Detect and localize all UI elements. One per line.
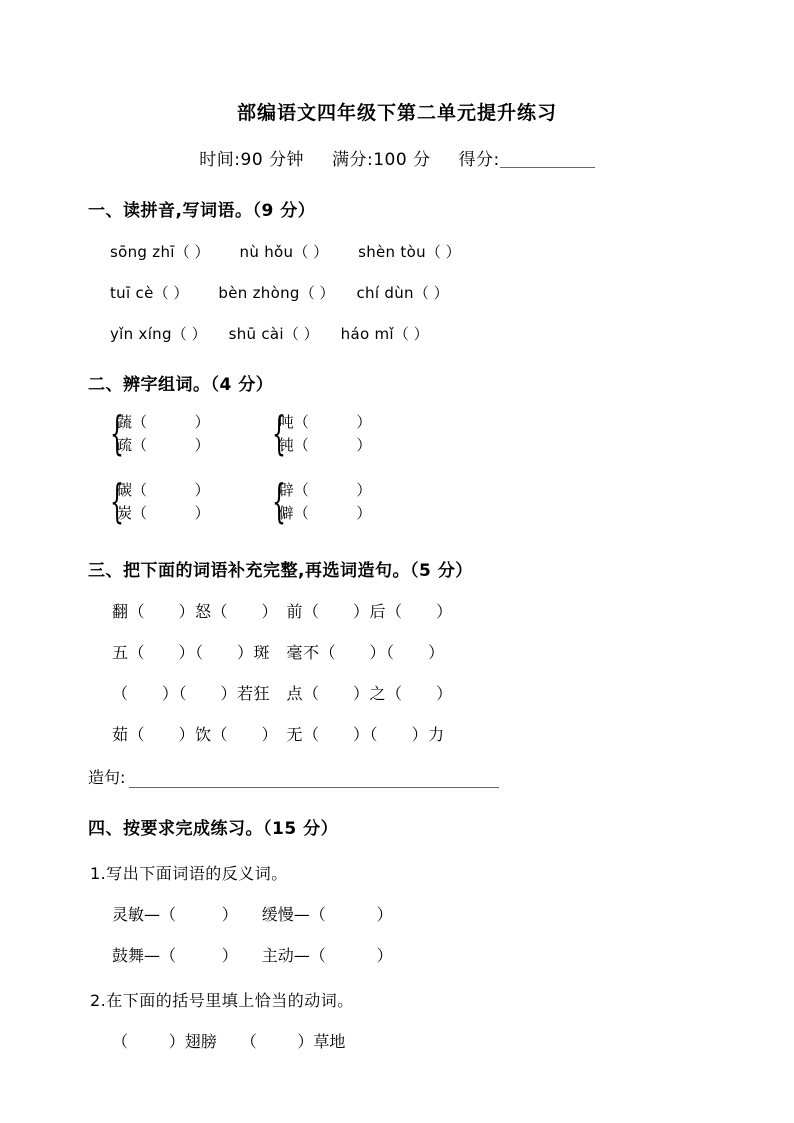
section-3-heading: 三、把下面的词语补充完整,再选词造句。（5 分）: [88, 560, 473, 581]
idiom-line: （ ）（ ）若狂 点（ ）之（ ）: [112, 683, 453, 703]
idiom-line: 五（ ）（ ）斑 毫不（ ）（ ）: [112, 642, 445, 662]
pinyin-text: sōng zhī: [110, 242, 175, 261]
pinyin-text: chí dùn: [356, 283, 414, 302]
character-pair-block: [78, 407, 716, 529]
answer-paren[interactable]: （ ）: [153, 283, 189, 302]
idiom-row[interactable]: [78, 599, 716, 622]
brace-group: [108, 475, 210, 529]
exam-info: [78, 145, 716, 170]
section-4-heading: 四、按要求完成练习。（15 分）: [88, 818, 339, 839]
question-prompt: 1.写出下面词语的反义词。: [90, 863, 288, 883]
answer-paren[interactable]: （ ）: [293, 242, 329, 261]
char-word-top[interactable]: 碳（ ）: [117, 481, 210, 500]
answer-paren[interactable]: （ ）: [174, 242, 210, 261]
brace-row: [108, 407, 716, 461]
sentence-making-row: [78, 765, 716, 788]
sentence-answer-line[interactable]: [129, 767, 499, 788]
answer-paren[interactable]: （ ）: [171, 324, 207, 343]
answer-paren[interactable]: （ ）: [393, 324, 429, 343]
idiom-row[interactable]: [78, 640, 716, 663]
char-word-top[interactable]: 吨（ ）: [278, 412, 372, 431]
time-limit: 时间:90 分钟: [199, 149, 305, 170]
char-word-bottom[interactable]: 炭（ ）: [117, 504, 210, 523]
sentence-label: 造句:: [88, 767, 126, 787]
char-word-bottom[interactable]: 疏（ ）: [117, 435, 210, 454]
answer-paren[interactable]: （ ）: [425, 242, 461, 261]
pinyin-text: yǐn xíng: [110, 324, 172, 343]
answer-paren[interactable]: （ ）: [299, 283, 335, 302]
brace-group: [270, 475, 372, 529]
idiom-line: 翻（ ）怒（ ） 前（ ）后（ ）: [112, 601, 453, 621]
brace-row: [108, 475, 716, 529]
char-word-top[interactable]: 蔬（ ）: [117, 412, 210, 431]
section-2-heading: 二、辨字组词。（4 分）: [88, 374, 274, 395]
char-word-bottom[interactable]: 僻（ ）: [278, 504, 372, 523]
antonym-row[interactable]: 灵敏—（ ） 缓慢—（ ）: [112, 904, 393, 924]
brace-icon: {: [271, 407, 286, 461]
score-label: 得分:: [458, 149, 500, 170]
answer-paren[interactable]: （ ）: [283, 324, 319, 343]
pinyin-text: shū cài: [228, 324, 284, 343]
pinyin-text: nù hǒu: [239, 242, 294, 261]
brace-group: [108, 407, 210, 461]
pinyin-row: [78, 282, 716, 303]
brace-icon: {: [110, 475, 125, 529]
idiom-line: 茹（ ）饮（ ） 无（ ）（ ）力: [112, 724, 445, 744]
answer-paren[interactable]: （ ）: [413, 283, 449, 302]
full-score: 满分:100 分: [331, 149, 431, 170]
idiom-row[interactable]: [78, 681, 716, 704]
brace-icon: {: [110, 407, 125, 461]
pinyin-text: háo mǐ: [340, 324, 394, 343]
pinyin-text: shèn tòu: [358, 242, 426, 261]
char-word-bottom[interactable]: 钝（ ）: [278, 435, 372, 454]
score-blank[interactable]: [500, 167, 595, 168]
section-1-heading: 一、读拼音,写词语。（9 分）: [88, 200, 316, 221]
brace-icon: {: [271, 475, 286, 529]
idiom-row[interactable]: [78, 722, 716, 745]
question-prompt: 2.在下面的括号里填上恰当的动词。: [90, 990, 354, 1010]
pinyin-row: [78, 241, 716, 262]
antonym-row[interactable]: 鼓舞—（ ） 主动—（ ）: [112, 945, 393, 965]
brace-group: [270, 407, 372, 461]
char-word-top[interactable]: 辟（ ）: [278, 481, 372, 500]
pinyin-text: bèn zhòng: [218, 283, 300, 302]
pinyin-text: tuī cè: [110, 283, 154, 302]
pinyin-row: [78, 323, 716, 344]
page-title: 部编语文四年级下第二单元提升练习: [236, 102, 557, 124]
verb-fill-row[interactable]: （ ）翅膀 （ ）草地: [112, 1031, 346, 1051]
